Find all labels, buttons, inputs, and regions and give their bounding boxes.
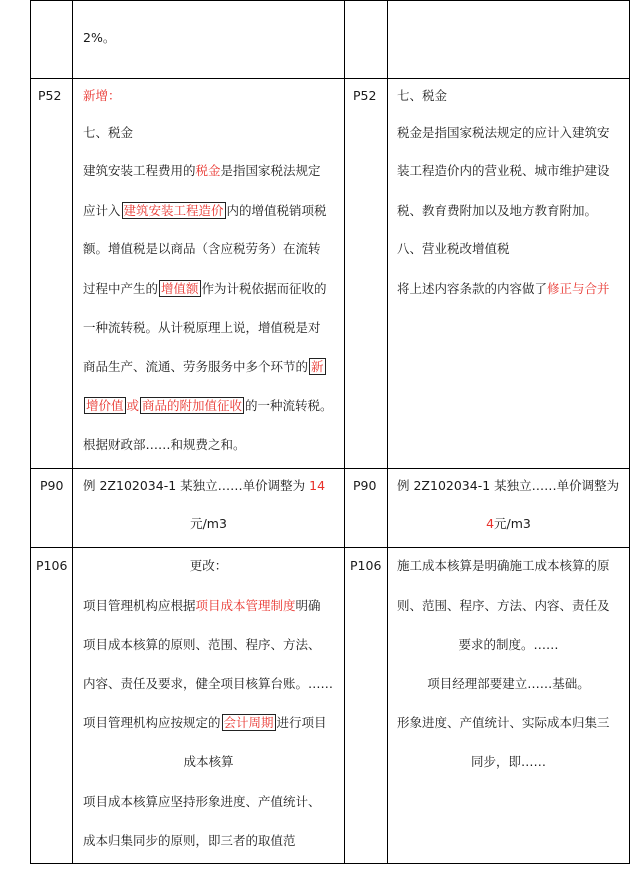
row1-left-line8: 根据财政部……和规费之和。 bbox=[83, 437, 246, 452]
row1-left-line2 bbox=[83, 203, 327, 219]
row1-left-heading: 七、税金 bbox=[83, 125, 134, 140]
row3-left-line2: 项目成本核算的原则、范围、程序、方法、 bbox=[83, 637, 321, 652]
text-segment: 项目管理机构应按规定的 bbox=[83, 715, 221, 730]
row3-right-line5: 形象进度、产值统计、实际成本归集三 bbox=[397, 715, 610, 730]
text-segment: 商品生产、流通、劳务服务中多个环节的 bbox=[83, 359, 309, 374]
row3-right-page: P106 bbox=[350, 558, 382, 573]
text-segment: 的一种流转税。 bbox=[245, 398, 333, 413]
row1-left-line1 bbox=[83, 163, 321, 179]
text-segment: 过程中产生的 bbox=[83, 281, 159, 296]
row1-right-heading: 七、税金 bbox=[397, 88, 448, 103]
row3-right-line4: 项目经理部要建立……基础。 bbox=[427, 676, 590, 691]
row2-left-line2: 元/m3 bbox=[190, 516, 227, 531]
row3-left-line5: 成本核算 bbox=[183, 754, 234, 769]
text-segment: 是指国家税法规定 bbox=[220, 163, 321, 178]
text-segment: 将上述内容条款的内容做了 bbox=[397, 281, 548, 296]
column-divider bbox=[30, 0, 31, 864]
row-divider bbox=[30, 468, 630, 469]
row2-right-page: P90 bbox=[353, 478, 377, 493]
boxed-term: 新 bbox=[311, 359, 324, 374]
row3-left-line3: 内容、责任及要求，健全项目核算台账。…… bbox=[83, 676, 334, 691]
text-segment: 明确 bbox=[295, 598, 321, 613]
text-segment: 应计入 bbox=[83, 203, 121, 218]
text-segment: 例 2Z102034-1 某独立……单价调整为 bbox=[83, 478, 310, 493]
text-segment: 进行项目 bbox=[276, 715, 327, 730]
row2-left-line1 bbox=[83, 478, 325, 494]
column-divider bbox=[344, 0, 345, 864]
row1-right-line4: 八、营业税改增值税 bbox=[397, 241, 510, 256]
row-divider bbox=[30, 0, 630, 1]
highlighted-term: 修正与合并 bbox=[547, 281, 610, 296]
text-segment: 项目管理机构应根据 bbox=[83, 598, 196, 613]
row1-right-line2: 装工程造价内的营业税、城市维护建设 bbox=[397, 163, 610, 178]
row-divider bbox=[30, 547, 630, 548]
boxed-term: 增价值 bbox=[86, 398, 124, 413]
row3-left-page: P106 bbox=[36, 558, 68, 573]
text-segment: 内的增值税销项税 bbox=[226, 203, 327, 218]
row3-right-line3: 要求的制度。…… bbox=[458, 637, 559, 652]
row1-right-line5 bbox=[397, 281, 610, 297]
boxed-term: 会计周期 bbox=[223, 715, 274, 730]
row3-right-line2: 则、范围、程序、方法、内容、责任及 bbox=[397, 598, 610, 613]
row2-right-line1: 例 2Z102034-1 某独立……单价调整为 bbox=[397, 478, 620, 493]
boxed-term: 建筑安装工程造价 bbox=[123, 203, 224, 218]
row3-left-line6: 项目成本核算应坚持形象进度、产值统计、 bbox=[83, 794, 321, 809]
boxed-term: 增值额 bbox=[161, 281, 199, 296]
row2-right-line2 bbox=[388, 516, 629, 532]
text-segment: 建筑安装工程费用的 bbox=[83, 163, 196, 178]
row1-left-line6 bbox=[83, 359, 327, 375]
row1-left-line3: 额。增值税是以商品（含应税劳务）在流转 bbox=[83, 241, 321, 256]
highlighted-term: 4 bbox=[486, 516, 495, 531]
row1-left-line7 bbox=[83, 398, 333, 414]
text-segment: 元/m3 bbox=[494, 516, 531, 531]
row0-left-line: 2%。 bbox=[83, 30, 116, 45]
column-divider bbox=[72, 0, 73, 864]
row3-left-line7: 成本归集同步的原则，即三者的取值范 bbox=[83, 833, 296, 848]
row1-right-line1: 税金是指国家税法规定的应计入建筑安 bbox=[397, 125, 610, 140]
row1-left-line5: 一种流转税。从计税原理上说，增值税是对 bbox=[83, 320, 321, 335]
text-segment: 作为计税依据而征收的 bbox=[201, 281, 327, 296]
row1-left-line4 bbox=[83, 281, 327, 297]
row3-left-heading: 更改： bbox=[189, 558, 228, 573]
row3-left-line1 bbox=[83, 598, 321, 614]
row2-left-page: P90 bbox=[40, 478, 64, 493]
highlighted-term: 14 bbox=[309, 478, 326, 493]
highlighted-term: 或 bbox=[126, 398, 140, 413]
column-divider bbox=[629, 0, 630, 864]
row-divider bbox=[30, 863, 630, 864]
row-divider bbox=[30, 78, 630, 79]
boxed-term: 商品的附加值征收 bbox=[142, 398, 243, 413]
row1-right-line3: 税、教育费附加以及地方教育附加。 bbox=[397, 203, 598, 218]
highlighted-term: 税金 bbox=[195, 163, 221, 178]
column-divider bbox=[387, 0, 388, 864]
row1-right-page: P52 bbox=[353, 88, 377, 103]
row3-right-line6: 同步，即…… bbox=[470, 754, 546, 769]
row1-new-label: 新增： bbox=[83, 88, 121, 103]
row3-right-line1: 施工成本核算是明确施工成本核算的原 bbox=[397, 558, 610, 573]
highlighted-term: 项目成本管理制度 bbox=[195, 598, 296, 613]
row1-left-page: P52 bbox=[38, 88, 62, 103]
row3-left-line4 bbox=[83, 715, 327, 731]
